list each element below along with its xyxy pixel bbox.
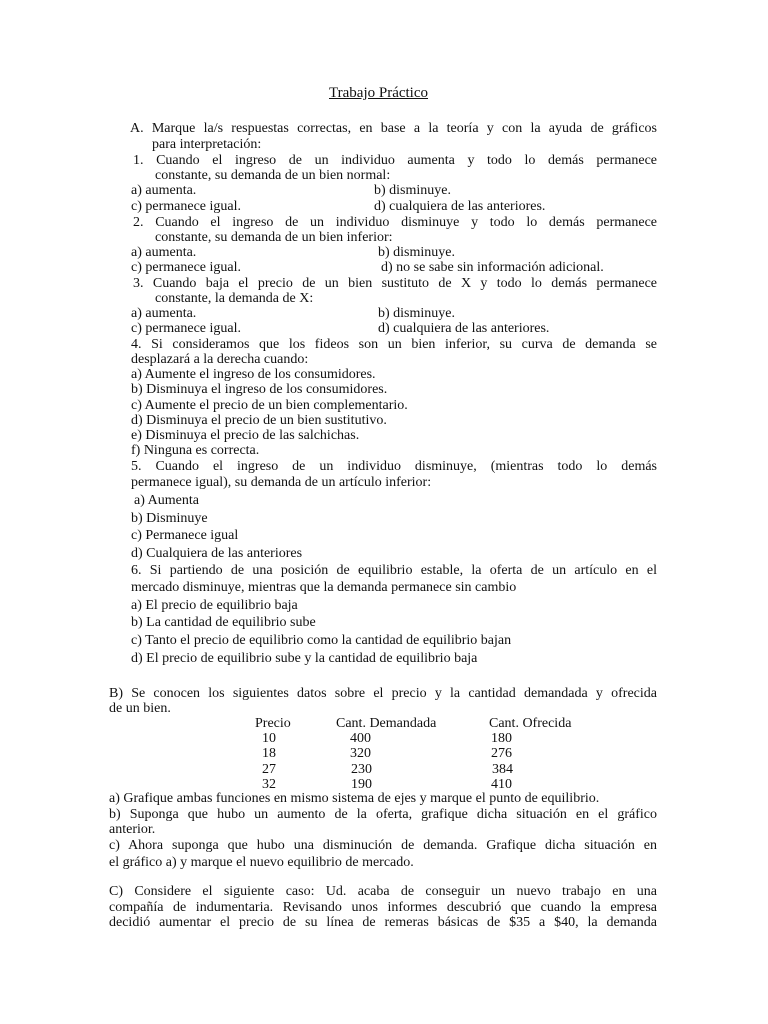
question-2-option-b: b) disminuye. bbox=[378, 245, 455, 260]
section-b-item-b-line2: anterior. bbox=[109, 822, 156, 837]
question-5-option-a: a) Aumenta bbox=[134, 493, 199, 508]
page-title: Trabajo Práctico bbox=[329, 85, 429, 101]
section-a-intro-line1: A. Marque la/s respuestas correctas, en base a la teoría y con la ayuda de gráficos bbox=[130, 121, 657, 136]
question-3-option-c: c) permanece igual. bbox=[131, 321, 241, 336]
section-b-item-c-line2: el gráfico a) y marque el nuevo equilibrio de mercado. bbox=[109, 855, 414, 870]
question-1-option-b: b) disminuye. bbox=[374, 183, 451, 198]
section-b-item-c-line1: c) Ahora suponga que hubo una disminución de demanda. Grafique dicha situación en bbox=[109, 838, 657, 853]
question-4-option-f: f) Ninguna es correcta. bbox=[131, 443, 260, 458]
question-1-option-c: c) permanece igual. bbox=[131, 199, 241, 214]
question-1-line1: 1. Cuando el ingreso de un individuo aumenta y todo lo demás permanece bbox=[133, 153, 657, 168]
question-5-option-b: b) Disminuye bbox=[131, 511, 208, 526]
table-header-demandada: Cant. Demandada bbox=[336, 716, 437, 731]
question-4-option-e: e) Disminuya el precio de las salchichas. bbox=[131, 428, 360, 443]
question-1-line2: constante, su demanda de un bien normal: bbox=[155, 168, 391, 183]
question-2-option-d: d) no se sabe sin información adicional. bbox=[381, 260, 604, 275]
question-6-line1: 6. Si partiendo de una posición de equilibrio estable, la oferta de un artículo en el bbox=[131, 563, 657, 578]
question-6-option-c: c) Tanto el precio de equilibrio como la cantidad de equilibrio bajan bbox=[131, 633, 512, 648]
table-cell-precio: 32 bbox=[262, 777, 276, 792]
question-1-option-d: d) cualquiera de las anteriores. bbox=[374, 199, 546, 214]
question-4-option-b: b) Disminuya el ingreso de los consumidores. bbox=[131, 382, 388, 397]
question-4-option-a: a) Aumente el ingreso de los consumidores. bbox=[131, 367, 376, 382]
section-a-intro-line2: para interpretación: bbox=[152, 137, 262, 152]
question-4-option-d: d) Disminuya el precio de un bien sustitutivo. bbox=[131, 413, 387, 428]
table-cell-ofrecida: 180 bbox=[491, 731, 512, 746]
section-b-intro-line2: de un bien. bbox=[109, 701, 171, 716]
question-5-line2: permanece igual), su demanda de un artículo inferior: bbox=[131, 475, 432, 490]
section-b-item-b-line1: b) Suponga que hubo un aumento de la oferta, grafique dicha situación en el gráfico bbox=[109, 807, 657, 822]
table-cell-demandada: 190 bbox=[351, 777, 372, 792]
table-cell-ofrecida: 384 bbox=[492, 762, 513, 777]
section-b-intro-line1: B) Se conocen los siguientes datos sobre el precio y la cantidad demandada y ofrecida bbox=[109, 686, 657, 701]
question-6-line2: mercado disminuye, mientras que la demanda permanece sin cambio bbox=[131, 580, 517, 595]
question-5-line1: 5. Cuando el ingreso de un individuo disminuye, (mientras todo lo demás bbox=[131, 459, 657, 474]
question-2-line2: constante, su demanda de un bien inferior: bbox=[155, 230, 393, 245]
question-5-option-d: d) Cualquiera de las anteriores bbox=[131, 546, 303, 561]
table-cell-precio: 27 bbox=[262, 762, 276, 777]
table-cell-precio: 18 bbox=[262, 746, 276, 761]
question-3-option-a: a) aumenta. bbox=[131, 306, 197, 321]
question-4-option-c: c) Aumente el precio de un bien complementario. bbox=[131, 398, 408, 413]
table-header-precio: Precio bbox=[255, 716, 291, 731]
question-5-option-c: c) Permanece igual bbox=[131, 528, 239, 543]
question-6-option-b: b) La cantidad de equilibrio sube bbox=[131, 615, 316, 630]
question-3-line1: 3. Cuando baja el precio de un bien sustituto de X y todo lo demás permanece bbox=[133, 276, 657, 291]
question-3-option-d: d) cualquiera de las anteriores. bbox=[378, 321, 550, 336]
table-header-ofrecida: Cant. Ofrecida bbox=[489, 716, 572, 731]
table-cell-ofrecida: 410 bbox=[491, 777, 512, 792]
section-c-line3: decidió aumentar el precio de su línea de remeras básicas de $35 a $40, la demanda bbox=[109, 915, 657, 930]
table-cell-demandada: 230 bbox=[351, 762, 372, 777]
table-cell-demandada: 320 bbox=[350, 746, 371, 761]
table-cell-ofrecida: 276 bbox=[491, 746, 512, 761]
question-6-option-a: a) El precio de equilibrio baja bbox=[131, 598, 298, 613]
question-6-option-d: d) El precio de equilibrio sube y la cantidad de equilibrio baja bbox=[131, 651, 478, 666]
section-c-line2: compañía de indumentaria. Revisando unos informes descubrió que cuando la empresa bbox=[109, 900, 657, 915]
question-2-line1: 2. Cuando el ingreso de un individuo disminuye y todo lo demás permanece bbox=[133, 215, 657, 230]
section-c-line1: C) Considere el siguiente caso: Ud. acaba de conseguir un nuevo trabajo en una bbox=[109, 884, 657, 899]
section-b-item-a: a) Grafique ambas funciones en mismo sistema de ejes y marque el punto de equilibrio. bbox=[109, 791, 600, 806]
question-2-option-a: a) aumenta. bbox=[131, 245, 197, 260]
question-3-line2: constante, la demanda de X: bbox=[155, 291, 314, 306]
table-cell-demandada: 400 bbox=[350, 731, 371, 746]
question-2-option-c: c) permanece igual. bbox=[131, 260, 241, 275]
table-cell-precio: 10 bbox=[262, 731, 276, 746]
question-4-line2: desplazará a la derecha cuando: bbox=[131, 352, 309, 367]
question-4-line1: 4. Si consideramos que los fideos son un bien inferior, su curva de demanda se bbox=[131, 337, 657, 352]
question-1-option-a: a) aumenta. bbox=[131, 183, 197, 198]
question-3-option-b: b) disminuye. bbox=[378, 306, 455, 321]
